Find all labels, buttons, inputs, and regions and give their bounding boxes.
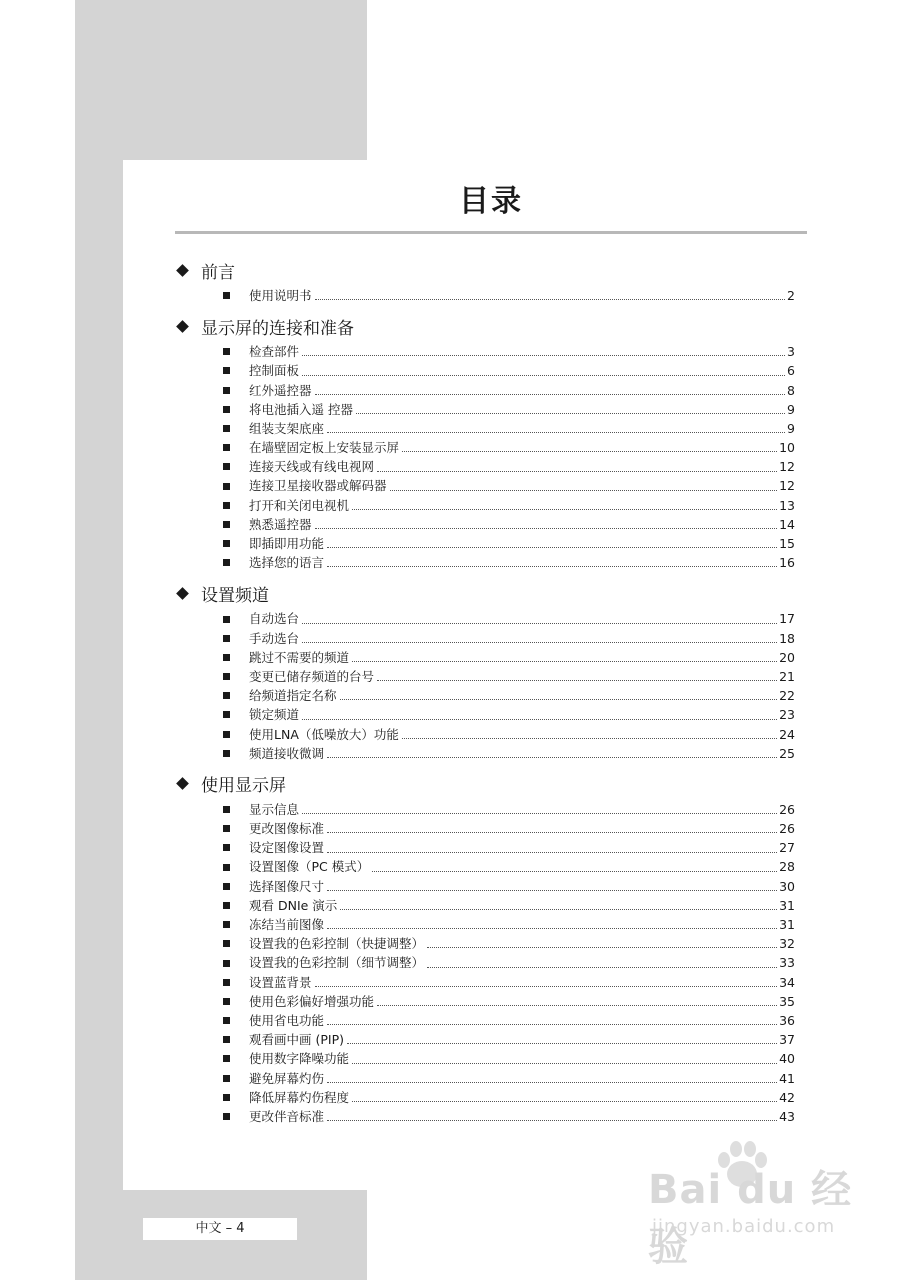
entry-label: 使用色彩偏好增强功能 [249, 993, 375, 1009]
entry-page-number: 25 [779, 745, 795, 761]
dot-leader [372, 871, 777, 872]
entry-page-number: 31 [779, 917, 795, 933]
entry-label: 设置我的色彩控制（细节调整） [249, 955, 425, 971]
dot-leader [327, 1082, 777, 1083]
page-footer: 中文 – 4 [143, 1218, 297, 1240]
entry-page-number: 30 [779, 878, 795, 894]
entry-page-number: 21 [779, 668, 795, 684]
entry-label: 更改伴音标准 [249, 1108, 325, 1124]
toc-entry[interactable] [175, 686, 795, 705]
toc-entry[interactable] [175, 667, 795, 686]
toc-entry[interactable] [175, 400, 795, 419]
square-bullet-icon [223, 1094, 230, 1101]
gray-margin-left [75, 160, 123, 1190]
entry-label: 设定图像设置 [249, 840, 325, 856]
square-bullet-icon [223, 348, 230, 355]
entry-page-number: 18 [779, 630, 795, 646]
entry-page-number: 28 [779, 859, 795, 875]
entry-label: 组装支架底座 [249, 420, 325, 436]
entry-label: 控制面板 [249, 363, 300, 379]
square-bullet-icon [223, 750, 230, 757]
dot-leader [327, 852, 777, 853]
dot-leader [327, 432, 785, 433]
entry-label: 将电池插入遥 控器 [249, 401, 353, 417]
watermark-url: jingyan.baidu.com [652, 1216, 836, 1237]
dot-leader [315, 528, 778, 529]
dot-leader [327, 566, 777, 567]
toc-entry[interactable] [175, 515, 795, 534]
square-bullet-icon [223, 425, 230, 432]
dot-leader [302, 642, 777, 643]
entry-page-number: 2 [787, 287, 795, 303]
entry-page-number: 22 [779, 688, 795, 704]
diamond-bullet-icon [176, 587, 189, 600]
toc-entry[interactable] [175, 819, 795, 838]
entry-page-number: 9 [787, 420, 795, 436]
dot-leader [302, 623, 777, 624]
toc-entry[interactable] [175, 477, 795, 496]
toc-entry[interactable] [175, 953, 795, 972]
table-of-contents [175, 258, 795, 1135]
section-title: 使用显示屏 [201, 776, 286, 797]
toc-entry[interactable] [175, 609, 795, 628]
entry-page-number: 24 [779, 726, 795, 742]
toc-entry[interactable] [175, 361, 795, 380]
toc-entry[interactable] [175, 896, 795, 915]
square-bullet-icon [223, 367, 230, 374]
entry-page-number: 6 [787, 363, 795, 379]
page-title: 目录 [459, 184, 523, 219]
dot-leader [390, 490, 778, 491]
entry-label: 变更已储存频道的台号 [249, 668, 375, 684]
toc-entry[interactable] [175, 1088, 795, 1107]
square-bullet-icon [223, 883, 230, 890]
square-bullet-icon [223, 444, 230, 451]
entry-label: 使用LNA（低噪放大）功能 [249, 726, 399, 742]
square-bullet-icon [223, 1055, 230, 1062]
square-bullet-icon [223, 1017, 230, 1024]
square-bullet-icon [223, 902, 230, 909]
square-bullet-icon [223, 654, 230, 661]
dot-leader [340, 699, 778, 700]
entry-label: 即插即用功能 [249, 536, 325, 552]
square-bullet-icon [223, 806, 230, 813]
toc-entry[interactable] [175, 800, 795, 819]
entry-page-number: 32 [779, 936, 795, 952]
square-bullet-icon [223, 1113, 230, 1120]
entry-label: 连接卫星接收器或解码器 [249, 478, 387, 494]
square-bullet-icon [223, 731, 230, 738]
watermark-brand: Bai du 经验 [648, 1167, 853, 1270]
dot-leader [327, 1024, 777, 1025]
square-bullet-icon [223, 1075, 230, 1082]
toc-entry[interactable] [175, 286, 795, 305]
toc-entry[interactable] [175, 1107, 795, 1126]
entry-page-number: 26 [779, 821, 795, 837]
dot-leader [427, 967, 777, 968]
dot-leader [402, 738, 777, 739]
entry-label: 观看画中画 (PIP) [249, 1032, 344, 1048]
toc-entry[interactable] [175, 419, 795, 438]
toc-entry[interactable] [175, 744, 795, 763]
toc-entry[interactable] [175, 705, 795, 724]
entry-page-number: 13 [779, 497, 795, 513]
toc-section [175, 581, 795, 763]
dot-leader [427, 947, 777, 948]
entry-label: 跳过不需要的频道 [249, 649, 350, 665]
entry-page-number: 15 [779, 536, 795, 552]
entry-page-number: 40 [779, 1051, 795, 1067]
square-bullet-icon [223, 502, 230, 509]
dot-leader [352, 661, 777, 662]
square-bullet-icon [223, 844, 230, 851]
entry-label: 自动选台 [249, 611, 300, 627]
entry-page-number: 14 [779, 516, 795, 532]
toc-entry[interactable] [175, 1030, 795, 1049]
dot-leader [327, 757, 777, 758]
entry-page-number: 36 [779, 1012, 795, 1028]
square-bullet-icon [223, 406, 230, 413]
entry-label: 冻结当前图像 [249, 917, 325, 933]
dot-leader [327, 890, 777, 891]
entry-label: 设置图像（PC 模式） [249, 859, 370, 875]
toc-entry[interactable] [175, 934, 795, 953]
entry-label: 设置蓝背景 [249, 974, 312, 990]
square-bullet-icon [223, 483, 230, 490]
entry-page-number: 16 [779, 555, 795, 571]
section-heading [175, 581, 795, 605]
entry-page-number: 41 [779, 1070, 795, 1086]
entry-page-number: 12 [779, 478, 795, 494]
square-bullet-icon [223, 711, 230, 718]
toc-entry[interactable] [175, 553, 795, 572]
entry-label: 锁定频道 [249, 707, 300, 723]
entry-label: 使用省电功能 [249, 1012, 325, 1028]
entry-label: 手动选台 [249, 630, 300, 646]
dot-leader [352, 509, 777, 510]
entry-label: 连接天线或有线电视网 [249, 459, 375, 475]
toc-entry[interactable] [175, 629, 795, 648]
title-divider [175, 231, 807, 234]
toc-entry[interactable] [175, 1069, 795, 1088]
entry-page-number: 42 [779, 1089, 795, 1105]
entry-label: 显示信息 [249, 801, 300, 817]
square-bullet-icon [223, 1036, 230, 1043]
toc-entry[interactable] [175, 457, 795, 476]
dot-leader [315, 394, 786, 395]
square-bullet-icon [223, 921, 230, 928]
dot-leader [315, 299, 786, 300]
entry-page-number: 8 [787, 382, 795, 398]
toc-entry[interactable] [175, 858, 795, 877]
dot-leader [327, 928, 777, 929]
entry-label: 红外遥控器 [249, 382, 312, 398]
section-title: 显示屏的连接和准备 [201, 318, 354, 339]
square-bullet-icon [223, 692, 230, 699]
square-bullet-icon [223, 673, 230, 680]
entry-page-number: 23 [779, 707, 795, 723]
entry-page-number: 43 [779, 1108, 795, 1124]
baidu-watermark [648, 1140, 878, 1270]
dot-leader [327, 832, 777, 833]
toc-entry[interactable] [175, 992, 795, 1011]
square-bullet-icon [223, 616, 230, 623]
entry-label: 观看 DNIe 演示 [249, 897, 338, 913]
dot-leader [302, 375, 785, 376]
toc-entry[interactable] [175, 973, 795, 992]
entry-label: 检查部件 [249, 344, 300, 360]
dot-leader [402, 451, 777, 452]
entry-page-number: 37 [779, 1032, 795, 1048]
dot-leader [302, 355, 785, 356]
toc-section [175, 314, 795, 572]
dot-leader [340, 909, 777, 910]
section-title: 设置频道 [201, 585, 269, 606]
diamond-bullet-icon [176, 778, 189, 791]
entry-page-number: 35 [779, 993, 795, 1009]
square-bullet-icon [223, 387, 230, 394]
square-bullet-icon [223, 635, 230, 642]
entry-page-number: 31 [779, 897, 795, 913]
toc-entry[interactable] [175, 438, 795, 457]
entry-page-number: 20 [779, 649, 795, 665]
entry-page-number: 34 [779, 974, 795, 990]
section-heading [175, 258, 795, 282]
dot-leader [377, 471, 777, 472]
square-bullet-icon [223, 979, 230, 986]
entry-page-number: 9 [787, 401, 795, 417]
dot-leader [302, 719, 777, 720]
entry-page-number: 10 [779, 440, 795, 456]
dot-leader [327, 547, 777, 548]
square-bullet-icon [223, 521, 230, 528]
toc-entry[interactable] [175, 342, 795, 361]
entry-label: 设置我的色彩控制（快捷调整） [249, 936, 425, 952]
square-bullet-icon [223, 559, 230, 566]
toc-entry[interactable] [175, 1011, 795, 1030]
square-bullet-icon [223, 825, 230, 832]
square-bullet-icon [223, 940, 230, 947]
section-title: 前言 [201, 262, 235, 283]
toc-entry[interactable] [175, 381, 795, 400]
toc-section [175, 772, 795, 1126]
square-bullet-icon [223, 960, 230, 967]
entry-page-number: 33 [779, 955, 795, 971]
square-bullet-icon [223, 864, 230, 871]
square-bullet-icon [223, 292, 230, 299]
entry-label: 使用说明书 [249, 287, 312, 303]
toc-section [175, 258, 795, 305]
toc-entry[interactable] [175, 725, 795, 744]
entry-label: 打开和关闭电视机 [249, 497, 350, 513]
entry-label: 给频道指定名称 [249, 688, 337, 704]
toc-entry[interactable] [175, 648, 795, 667]
square-bullet-icon [223, 463, 230, 470]
toc-entry[interactable] [175, 1049, 795, 1068]
square-bullet-icon [223, 540, 230, 547]
toc-entry[interactable] [175, 838, 795, 857]
entry-label: 在墙壁固定板上安装显示屏 [249, 440, 400, 456]
dot-leader [352, 1101, 777, 1102]
entry-label: 避免屏幕灼伤 [249, 1070, 325, 1086]
diamond-bullet-icon [176, 264, 189, 277]
dot-leader [377, 1005, 777, 1006]
dot-leader [377, 680, 777, 681]
toc-entry[interactable] [175, 915, 795, 934]
entry-label: 更改图像标准 [249, 821, 325, 837]
dot-leader [302, 813, 777, 814]
entry-label: 选择您的语言 [249, 555, 325, 571]
entry-page-number: 17 [779, 611, 795, 627]
dot-leader [356, 413, 785, 414]
dot-leader [327, 1120, 777, 1121]
entry-label: 频道接收微调 [249, 745, 325, 761]
gray-margin-top [75, 0, 367, 160]
toc-entry[interactable] [175, 877, 795, 896]
entry-page-number: 26 [779, 801, 795, 817]
entry-page-number: 12 [779, 459, 795, 475]
entry-label: 使用数字降噪功能 [249, 1051, 350, 1067]
entry-label: 降低屏幕灼伤程度 [249, 1089, 350, 1105]
entry-label: 选择图像尺寸 [249, 878, 325, 894]
section-heading [175, 772, 795, 796]
diamond-bullet-icon [176, 320, 189, 333]
entry-label: 熟悉遥控器 [249, 516, 312, 532]
dot-leader [315, 986, 778, 987]
dot-leader [347, 1043, 777, 1044]
toc-entry[interactable] [175, 534, 795, 553]
entry-page-number: 3 [787, 344, 795, 360]
square-bullet-icon [223, 998, 230, 1005]
toc-entry[interactable] [175, 496, 795, 515]
section-heading [175, 314, 795, 338]
entry-page-number: 27 [779, 840, 795, 856]
dot-leader [352, 1063, 777, 1064]
